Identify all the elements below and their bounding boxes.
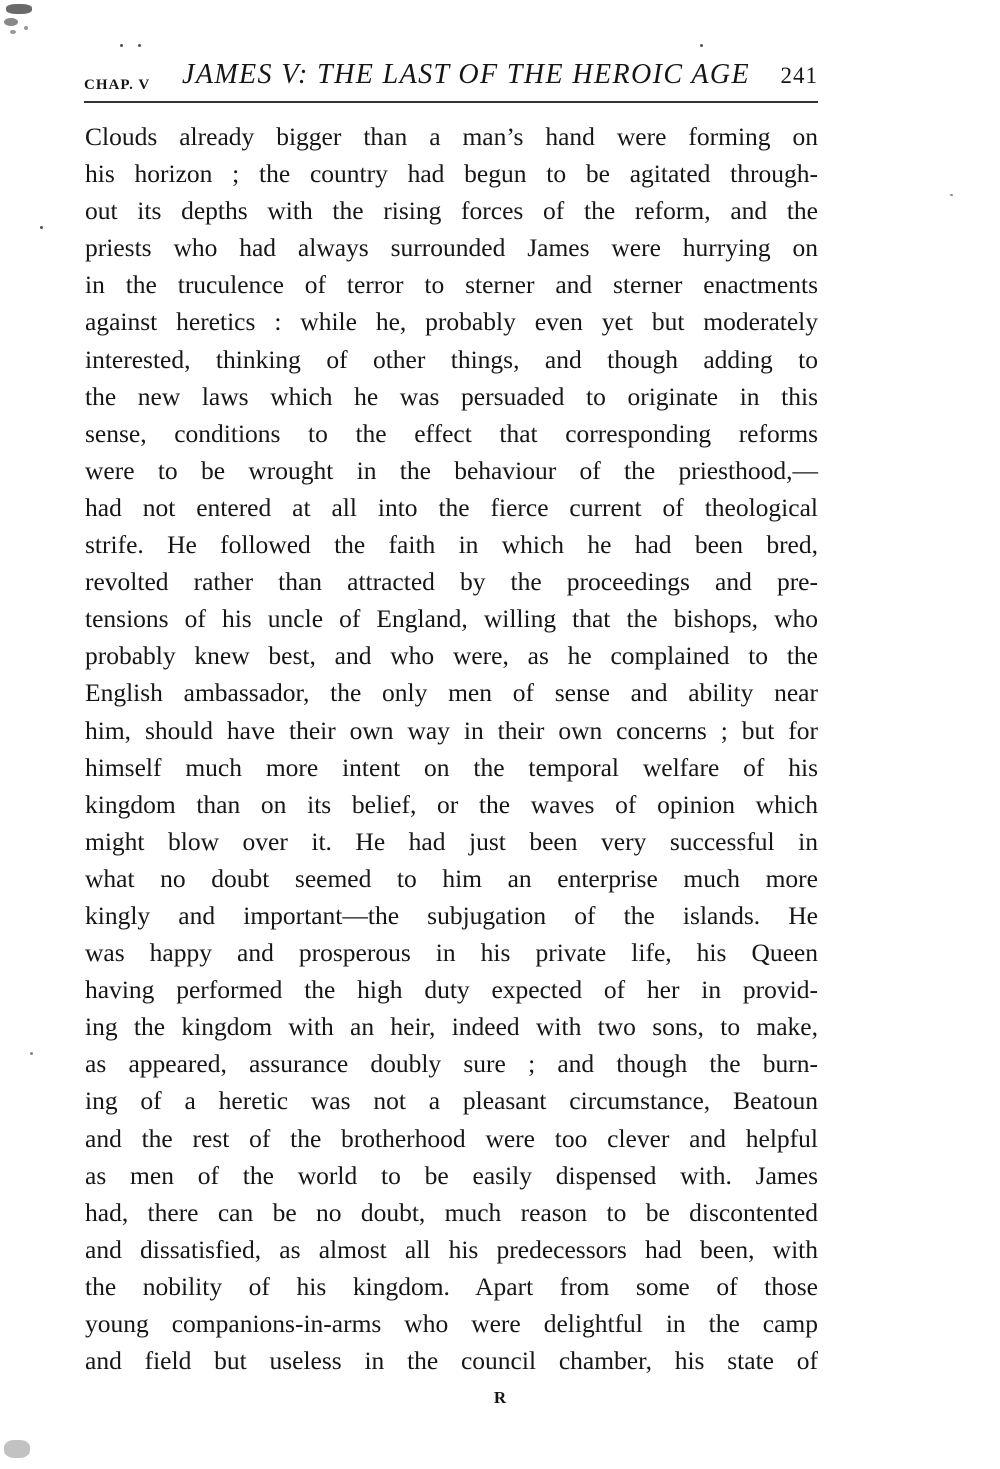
scan-speck <box>24 26 28 30</box>
text-line: might blow over it. He had just been very successful in <box>85 826 818 856</box>
text-line: and dissatisfied, as almost all his predecessors had been, with <box>85 1234 818 1264</box>
scan-speck <box>138 44 141 47</box>
scan-speck <box>10 30 16 34</box>
scan-speck <box>6 4 32 14</box>
text-line: himself much more intent on the temporal welfare of his <box>85 752 818 782</box>
chapter-label: CHAP. V <box>84 77 151 93</box>
scan-speck <box>30 1052 33 1055</box>
text-line: probably knew best, and who were, as he complained to the <box>85 641 818 671</box>
text-line: what no doubt seemed to him an enterprise much more <box>85 863 818 893</box>
page-number: 241 <box>780 63 818 88</box>
text-line: having performed the high duty expected of her in provid- <box>85 975 818 1005</box>
text-line: interested, thinking of other things, and though adding to <box>85 344 818 374</box>
scan-speck <box>4 18 18 26</box>
running-title: JAMES V: THE LAST OF THE HEROIC AGE <box>182 59 750 90</box>
header-rule <box>84 101 818 103</box>
running-header <box>84 55 820 95</box>
text-line: the new laws which he was persuaded to originate in this <box>85 381 818 411</box>
text-line: the nobility of his kingdom. Apart from some of those <box>85 1271 818 1301</box>
text-line: against heretics : while he, probably even yet but moderately <box>85 307 818 337</box>
text-line: Clouds already bigger than a man’s hand were forming on <box>85 122 818 151</box>
text-line: out its depths with the rising forces of the reform, and the <box>85 196 818 226</box>
text-line: kingly and important—the subjugation of the islands. He <box>85 900 818 930</box>
scan-speck <box>4 1440 30 1458</box>
text-line: young companions-in-arms who were delightful in the camp <box>85 1309 818 1338</box>
text-line: had, there can be no doubt, much reason to be discontented <box>85 1197 818 1227</box>
text-line: in the truculence of terror to sterner and sterner enactments <box>85 270 818 300</box>
text-line: as men of the world to be easily dispensed with. James <box>85 1160 818 1190</box>
text-line: were to be wrought in the behaviour of the priesthood,— <box>85 455 818 485</box>
signature-mark: R <box>493 1388 507 1407</box>
text-line: ing the kingdom with an heir, indeed with two sons, to make, <box>85 1012 818 1042</box>
text-line: and field but useless in the council chamber, his state of <box>85 1346 818 1376</box>
text-line: and the rest of the brotherhood were too clever and helpful <box>85 1123 818 1153</box>
text-line: his horizon ; the country had begun to be agitated through- <box>85 159 818 189</box>
text-line: ing of a heretic was not a pleasant circumstance, Beatoun <box>85 1086 818 1116</box>
scan-speck <box>120 44 123 47</box>
text-line: kingdom than on its belief, or the waves of opinion which <box>85 789 818 819</box>
text-line: was happy and prosperous in his private life, his Queen <box>85 938 818 968</box>
text-line: English ambassador, the only men of sense and ability near <box>85 678 818 708</box>
text-line: him, should have their own way in their own concerns ; but for <box>85 715 818 745</box>
body-text <box>85 118 818 1379</box>
scan-speck <box>40 226 43 229</box>
text-line: revolted rather than attracted by the proceedings and pre- <box>85 567 818 597</box>
text-line: priests who had always surrounded James were hurrying on <box>85 233 818 263</box>
scan-speck <box>700 44 703 47</box>
text-line: as appeared, assurance doubly sure ; and though the burn- <box>85 1049 818 1079</box>
text-line: tensions of his uncle of England, willing that the bishops, who <box>85 604 818 634</box>
scan-speck <box>950 194 953 196</box>
text-line: sense, conditions to the effect that corresponding reforms <box>85 418 818 448</box>
text-line: had not entered at all into the fierce current of theological <box>85 492 818 522</box>
text-line: strife. He followed the faith in which he had been bred, <box>85 530 818 560</box>
